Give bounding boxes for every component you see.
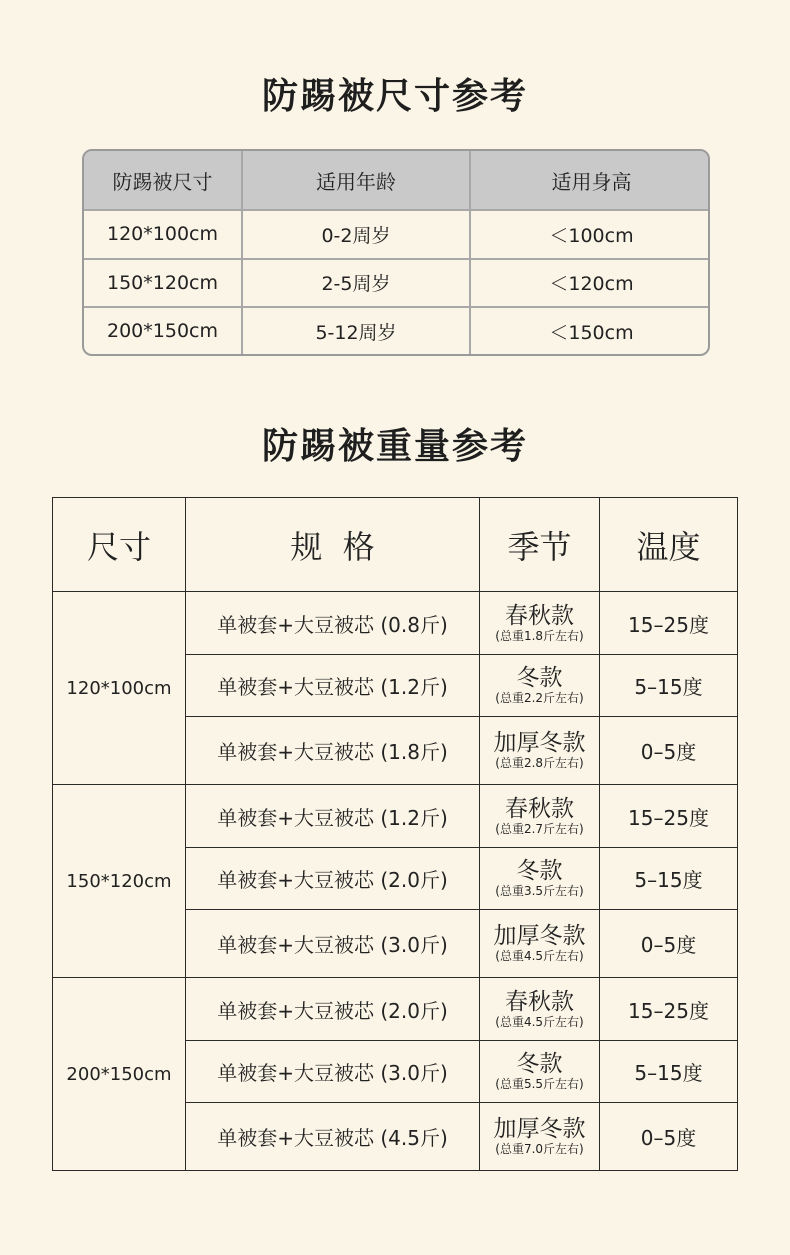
season-name: 冬款 <box>516 665 563 692</box>
spec-cell: 单被套+大豆被芯 (1.8斤) <box>186 717 480 785</box>
age-cell: 0-2周岁 <box>242 210 470 259</box>
weight-table-row <box>53 978 738 1041</box>
size-table-header-row <box>84 151 710 210</box>
temperature-cell: 0–5度 <box>600 910 738 978</box>
size-reference-title: 防踢被尺寸参考 <box>261 76 528 117</box>
season-cell <box>480 910 600 978</box>
season-name: 加厚冬款 <box>493 1116 586 1143</box>
season-cell <box>480 1103 600 1171</box>
season-name: 加厚冬款 <box>493 730 586 757</box>
season-cell <box>480 717 600 785</box>
temperature-cell: 15–25度 <box>600 785 738 848</box>
size-table-row <box>84 307 710 354</box>
size-table-row <box>84 210 710 259</box>
weight-reference-table <box>52 497 738 1171</box>
temperature-cell: 5–15度 <box>600 848 738 910</box>
header-temperature: 温度 <box>600 498 738 592</box>
season-name: 春秋款 <box>505 602 574 629</box>
temperature-cell: 5–15度 <box>600 1041 738 1103</box>
size-group-cell: 200*150cm <box>53 978 186 1171</box>
season-cell <box>480 1041 600 1103</box>
total-weight-note: (总重2.8斤左右) <box>495 756 584 771</box>
size-cell: 120*100cm <box>84 210 242 259</box>
size-cell: 150*120cm <box>84 259 242 308</box>
spec-cell: 单被套+大豆被芯 (2.0斤) <box>186 848 480 910</box>
age-cell: 2-5周岁 <box>242 259 470 308</box>
total-weight-note: (总重4.5斤左右) <box>495 1014 584 1029</box>
spec-cell: 单被套+大豆被芯 (3.0斤) <box>186 910 480 978</box>
temperature-cell: 0–5度 <box>600 1103 738 1171</box>
weight-table-row <box>53 785 738 848</box>
header-applicable-height: 适用身高 <box>470 151 710 210</box>
header-quilt-size: 防踢被尺寸 <box>84 151 242 210</box>
temperature-cell: 15–25度 <box>600 978 738 1041</box>
season-name: 加厚冬款 <box>493 923 586 950</box>
weight-table-header-row <box>53 498 738 592</box>
spec-cell: 单被套+大豆被芯 (2.0斤) <box>186 978 480 1041</box>
temperature-cell: 0–5度 <box>600 717 738 785</box>
age-cell: 5-12周岁 <box>242 307 470 354</box>
weight-reference-title: 防踢被重量参考 <box>261 426 528 467</box>
season-cell <box>480 785 600 848</box>
header-season: 季节 <box>480 498 600 592</box>
season-cell <box>480 978 600 1041</box>
spec-cell: 单被套+大豆被芯 (1.2斤) <box>186 785 480 848</box>
weight-table-row <box>53 592 738 655</box>
total-weight-note: (总重2.2斤左右) <box>495 691 584 706</box>
total-weight-note: (总重4.5斤左右) <box>495 949 584 964</box>
spec-cell: 单被套+大豆被芯 (4.5斤) <box>186 1103 480 1171</box>
size-group-cell: 150*120cm <box>53 785 186 978</box>
header-spec: 规 格 <box>186 498 480 592</box>
season-cell <box>480 592 600 655</box>
total-weight-note: (总重5.5斤左右) <box>495 1077 584 1092</box>
spec-cell: 单被套+大豆被芯 (3.0斤) <box>186 1041 480 1103</box>
season-name: 春秋款 <box>505 988 574 1015</box>
size-cell: 200*150cm <box>84 307 242 354</box>
temperature-cell: 15–25度 <box>600 592 738 655</box>
size-reference-table <box>82 149 710 356</box>
season-name: 冬款 <box>516 858 563 885</box>
total-weight-note: (总重1.8斤左右) <box>495 628 584 643</box>
season-name: 春秋款 <box>505 795 574 822</box>
header-size: 尺寸 <box>53 498 186 592</box>
total-weight-note: (总重3.5斤左右) <box>495 884 584 899</box>
size-group-cell: 120*100cm <box>53 592 186 785</box>
season-cell <box>480 655 600 717</box>
height-cell: ＜150cm <box>549 321 634 344</box>
season-cell <box>480 848 600 910</box>
total-weight-note: (总重7.0斤左右) <box>495 1142 584 1157</box>
spec-cell: 单被套+大豆被芯 (0.8斤) <box>186 592 480 655</box>
height-cell: ＜100cm <box>470 210 710 259</box>
height-cell: ＜120cm <box>470 259 710 308</box>
total-weight-note: (总重2.7斤左右) <box>495 821 584 836</box>
size-table-row <box>84 259 710 308</box>
season-name: 冬款 <box>516 1051 563 1078</box>
header-applicable-age: 适用年龄 <box>242 151 470 210</box>
temperature-cell: 5–15度 <box>600 655 738 717</box>
spec-cell: 单被套+大豆被芯 (1.2斤) <box>186 655 480 717</box>
